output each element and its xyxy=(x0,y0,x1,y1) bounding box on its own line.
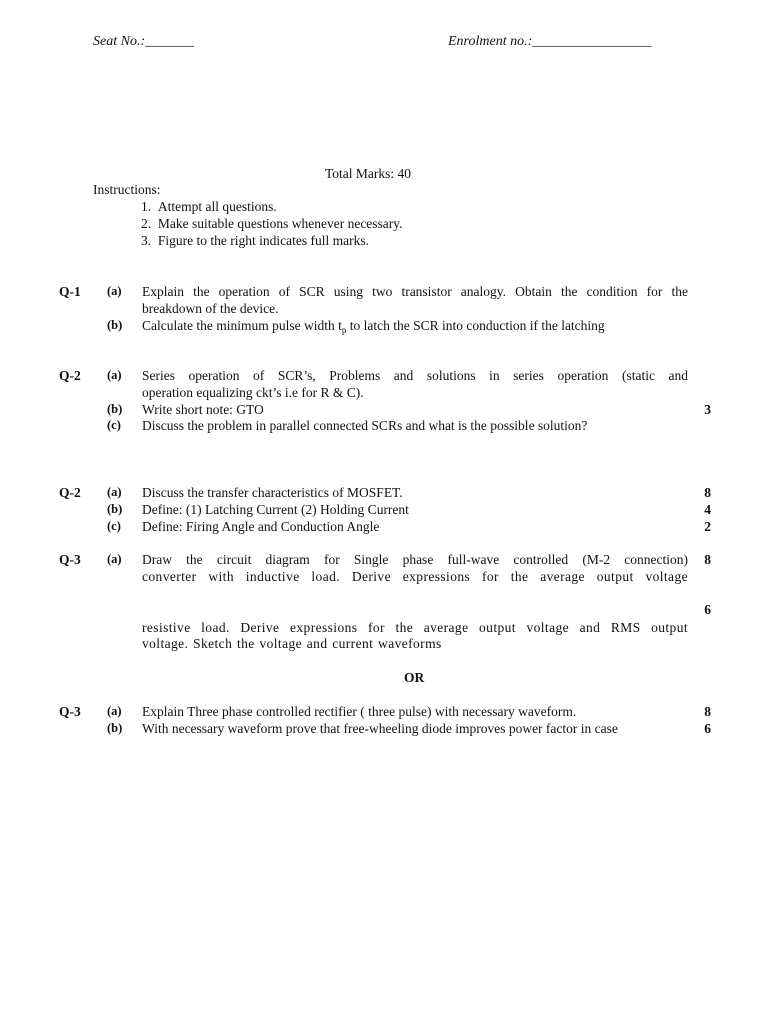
instruction-item: 2. Make suitable questions whenever necessary. xyxy=(141,216,403,231)
question-part-label: (b) xyxy=(107,721,123,735)
instructions-title: Instructions: xyxy=(93,182,161,197)
question-part-label: (a) xyxy=(107,552,122,566)
total-marks: Total Marks: 40 xyxy=(325,166,412,181)
instruction-item: 1. Attempt all questions. xyxy=(141,199,277,214)
question-part-label: (b) xyxy=(107,318,123,332)
question-text: Define: (1) Latching Current (2) Holding Current xyxy=(142,502,409,517)
question-text: Explain Three phase controlled rectifier ( three pulse) with necessary waveform. xyxy=(142,704,577,719)
question-text xyxy=(142,317,605,334)
question-part-label: (a) xyxy=(107,485,122,499)
question-marks: 4 xyxy=(704,502,711,517)
enrolment-number-field: Enrolment no.:_________________ xyxy=(448,34,652,49)
question-part-label: (c) xyxy=(107,418,121,432)
question-text-start: Calculate the minimum pulse width t xyxy=(142,318,342,333)
question-text: converter with inductive load. Derive expressions for the average output voltage xyxy=(142,569,688,584)
question-text: resistive load. Derive expressions for the average output voltage and RMS output xyxy=(142,620,688,635)
question-number: Q-3 xyxy=(59,552,81,567)
question-part-label: (c) xyxy=(107,519,121,533)
question-text: voltage. Sketch the voltage and current waveforms xyxy=(142,636,442,651)
question-text: Draw the circuit diagram for Single phase full-wave controlled (M-2 connection) xyxy=(142,552,688,567)
question-text: Series operation of SCR’s, Problems and solutions in series operation (static and xyxy=(142,368,688,383)
question-marks: 6 xyxy=(704,721,711,736)
question-part-label: (a) xyxy=(107,704,122,718)
question-marks: 2 xyxy=(704,519,711,534)
question-number: Q-2 xyxy=(59,368,81,383)
question-number: Q-3 xyxy=(59,704,81,719)
question-part-label: (b) xyxy=(107,402,123,416)
question-text: Define: Firing Angle and Conduction Angle xyxy=(142,519,380,534)
question-text: breakdown of the device. xyxy=(142,301,279,316)
question-text: Discuss the problem in parallel connected SCRs and what is the possible solution? xyxy=(142,418,588,433)
question-part-label: (b) xyxy=(107,502,123,516)
question-part-label: (a) xyxy=(107,284,122,298)
question-text: With necessary waveform prove that free-wheeling diode improves power factor in case xyxy=(142,721,618,736)
question-marks: 8 xyxy=(704,485,711,500)
question-number: Q-2 xyxy=(59,485,81,500)
or-divider: OR xyxy=(404,670,425,685)
question-marks: 8 xyxy=(704,552,711,567)
seat-number-field: Seat No.:_______ xyxy=(93,34,195,49)
instruction-item: 3. Figure to the right indicates full marks. xyxy=(141,233,369,248)
question-text: Discuss the transfer characteristics of MOSFET. xyxy=(142,485,403,500)
question-number: Q-1 xyxy=(59,284,81,299)
question-text: Write short note: GTO xyxy=(142,402,264,417)
question-marks: 6 xyxy=(704,602,711,617)
question-text: operation equalizing ckt’s i.e for R & C). xyxy=(142,385,364,400)
question-text-end: to latch the SCR into conduction if the latching xyxy=(346,318,605,333)
subscript-p: p xyxy=(341,325,347,335)
question-text: Explain the operation of SCR using two transistor analogy. Obtain the condition for the xyxy=(142,284,688,299)
question-marks: 3 xyxy=(704,402,711,417)
question-marks: 8 xyxy=(704,704,711,719)
question-part-label: (a) xyxy=(107,368,122,382)
